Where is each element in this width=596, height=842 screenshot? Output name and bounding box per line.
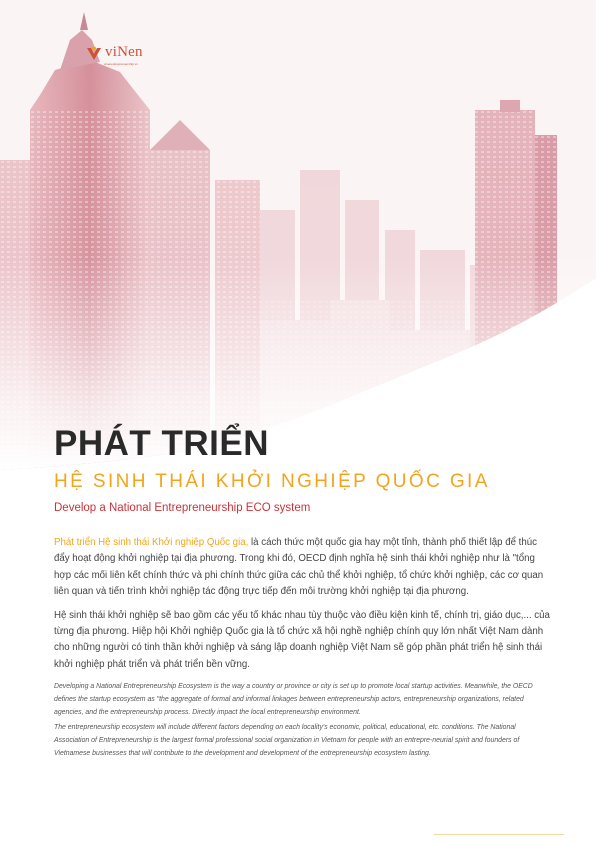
english-paragraph-1: Developing a National Entrepreneurship Ecosystem is the way a country or province or city is set up to promote local startup activities. Meanwhile, the OECD defines the startup ecosystem as "the aggregate of formal and informal linkages between entrepreneurship actors, entrepreneurship organizations, related agencies, and the entrepreneurship process. Directly impact the local entrepreneurship environment. — [54, 683, 533, 717]
article-body — [54, 535, 550, 760]
brand-logo[interactable] — [86, 44, 143, 61]
paragraph-1-highlight: Phát triển Hệ sinh thái Khởi nghiệp Quốc gia, — [54, 537, 249, 548]
logo-tagline: vinenentreprenuership.vn — [104, 62, 138, 66]
english-title: Develop a National Entrepreneurship ECO system — [54, 502, 311, 514]
paragraph-1-text: là cách thức một quốc gia hay một tỉnh, thành phố thiết lập để thúc đẩy hoạt động khởi nghiệp tại địa phương. Trong khi đó, OECD định nghĩa hệ sinh thái khởi nghiệp như là "tổng hợp các mối liên kết chính thức và phi chính thức giữa các chủ thể khởi nghiệp, tổ chức khởi nghiệp, các cơ quan liên quan và tiến trình khởi nghiệp tác động trực tiếp đến môi trường khởi nghiệp tại địa phương. — [54, 537, 544, 598]
english-paragraph-2: The entrepreneurship ecosystem will include different factors depending on each locality's economic, political, educational, etc. conditions. The National Association of Entrepreneurship is the largest formal professional social organization in Vietnam for people with an entrepre-neurial spirit and founders of Vietnamese businesses that will contribute to the development and development of the entrepreneurship ecosystem lasting. — [54, 724, 520, 758]
paragraph-2: Hệ sinh thái khởi nghiệp sẽ bao gồm các yếu tố khác nhau tùy thuộc vào điều kiện kinh tế, chính trị, giáo dục,... của từng địa phương. Hiệp hội Khởi nghiệp Quốc gia là tổ chức xã hội nghề nghiệp chính quy lớn nhất Việt Nam dành cho những người có tinh thần khởi nghiệp và sáng lập doanh nghiệp Việt Nam sẽ góp phần phát triển hệ sinh thái khởi nghiệp phát triển và phát triển bền vững. — [54, 609, 550, 670]
logo-mark-icon — [86, 45, 102, 61]
page-subtitle: HỆ SINH THÁI KHỞI NGHIỆP QUỐC GIA — [54, 471, 490, 492]
logo-name: viNen — [105, 44, 143, 60]
paragraph-1 — [54, 535, 550, 601]
footer-divider — [434, 834, 564, 835]
page-title: PHÁT TRIỂN — [54, 424, 269, 463]
